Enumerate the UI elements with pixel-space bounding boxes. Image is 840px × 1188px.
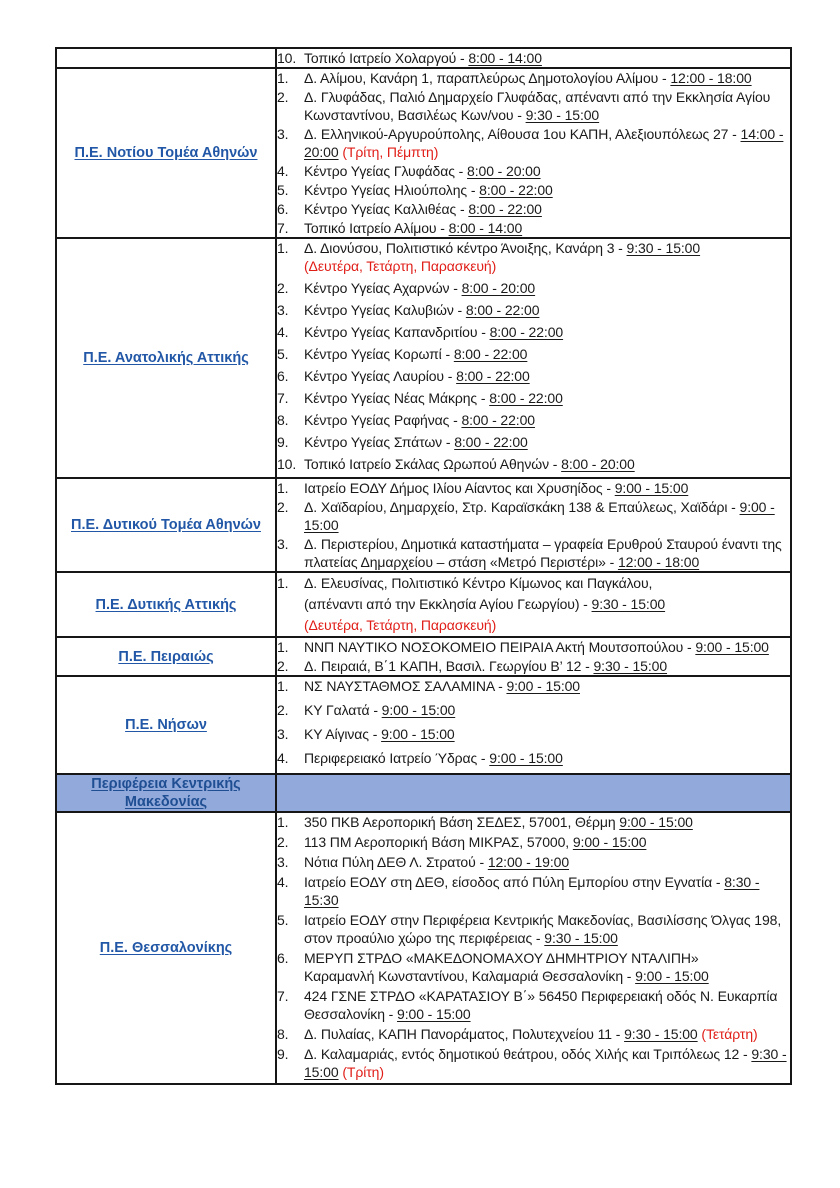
item-number: 7. [277, 988, 289, 1004]
region-label: Π.Ε. Νήσων [125, 717, 207, 733]
location-text: 350 ΠΚΒ Αεροπορική Βάση ΣΕΔΕΣ, 57001, Θέρμη [304, 814, 620, 830]
table-row [56, 68, 791, 238]
time-range: 9:30 - 15:00 [593, 658, 668, 674]
item-number: 3. [277, 726, 289, 742]
time-range: 9:00 - 15:00 [304, 499, 775, 533]
list-item [277, 125, 790, 161]
list-item [277, 88, 790, 124]
list-item [277, 1045, 790, 1081]
location-text: Τοπικό Ιατρείο Χολαργού - [304, 50, 469, 66]
time-range: 8:00 - 22:00 [468, 201, 542, 217]
list-item [277, 749, 790, 767]
location-text: Κέντρο Υγείας Καλυβιών - [304, 302, 466, 318]
region-header-row [56, 774, 791, 812]
locations-cell [276, 48, 791, 68]
item-text [304, 987, 790, 1023]
item-text [304, 200, 790, 218]
item-number: 3. [277, 854, 289, 870]
time-range: 8:00 - 20:00 [561, 456, 635, 472]
time-range: 8:00 - 22:00 [489, 390, 563, 406]
time-range: 9:00 - 15:00 [506, 678, 580, 694]
item-number: 2. [277, 499, 289, 515]
item-number: 1. [277, 814, 289, 830]
item-text [304, 813, 790, 831]
item-number: 4. [277, 163, 289, 179]
item-text [304, 239, 790, 275]
item-text [304, 725, 790, 743]
list-item [277, 181, 790, 199]
item-text [304, 162, 790, 180]
item-number: 4. [277, 874, 289, 890]
location-text: ΝΝΠ ΝΑΥΤΙΚΟ ΝΟΣΟΚΟΜΕΙΟ ΠΕΙΡΑΙΑ Ακτή Μουτσοπούλου - [304, 639, 696, 655]
item-text [304, 1045, 790, 1081]
time-range: 9:00 - 15:00 [614, 480, 689, 496]
item-number: 2. [277, 658, 289, 674]
item-text [304, 479, 790, 497]
list-item [277, 949, 790, 985]
time-range: 9:30 - 15:00 [304, 1046, 787, 1080]
region-cell [56, 812, 276, 1084]
time-range: 9:00 - 15:00 [695, 639, 769, 655]
time-range: 9:00 - 15:00 [381, 726, 455, 742]
item-text [304, 279, 790, 297]
item-text [304, 873, 790, 909]
location-text: Κέντρο Υγείας Γλυφάδας - [304, 163, 468, 179]
list-item [277, 677, 790, 695]
region-cell [56, 238, 276, 478]
time-range: 12:00 - 18:00 [670, 70, 752, 86]
list-item [277, 345, 790, 363]
time-range: 9:00 - 15:00 [381, 702, 456, 718]
item-number: 9. [277, 1046, 289, 1062]
time-range: 9:30 - 15:00 [626, 240, 701, 256]
item-number: 3. [277, 536, 289, 552]
day-note: (Τρίτη) [342, 1064, 384, 1080]
list-item [277, 535, 790, 571]
item-number: 8. [277, 412, 289, 428]
list-item [277, 200, 790, 218]
location-text: Κέντρο Υγείας Λαυρίου - [304, 368, 457, 384]
region-cell [56, 68, 276, 238]
item-number: 1. [277, 480, 289, 496]
location-text: 113 ΠΜ Αεροπορική Βάση ΜΙΚΡΑΣ, 57000, [304, 834, 573, 850]
list-item [277, 69, 790, 87]
time-range: 12:00 - 19:00 [487, 854, 570, 870]
location-text: Κέντρο Υγείας Ραφήνας - [304, 412, 462, 428]
item-text [304, 219, 790, 237]
list-item [277, 1025, 790, 1043]
locations-cell [276, 812, 791, 1084]
time-range: 9:00 - 15:00 [619, 814, 693, 830]
location-text: Νότια Πύλη ΔΕΘ Λ. Στρατού - [304, 854, 488, 870]
list-item [277, 987, 790, 1023]
list-item [277, 479, 790, 497]
time-range: 8:00 - 22:00 [465, 302, 540, 318]
item-number: 2. [277, 280, 289, 296]
schedule-table [55, 47, 792, 1085]
item-number: 10. [277, 456, 297, 472]
time-range: 9:30 - 15:00 [624, 1026, 698, 1042]
time-range: 12:00 - 18:00 [617, 554, 700, 570]
item-number: 2. [277, 702, 289, 718]
item-number: 1. [277, 240, 289, 256]
item-number: 1. [277, 70, 289, 86]
region-cell [56, 478, 276, 572]
location-text: ΚΥ Γαλατά - [304, 702, 382, 718]
day-note: (Δευτέρα, Τετάρτη, Παρασκευή) [304, 617, 497, 633]
locations-cell [276, 637, 791, 676]
location-text: Κέντρο Υγείας Νέας Μάκρης - [304, 390, 490, 406]
locations-cell [276, 68, 791, 238]
day-note: (Δευτέρα, Τετάρτη, Παρασκευή) [304, 258, 497, 274]
time-range: 9:00 - 15:00 [635, 968, 709, 984]
location-text: Κέντρο Υγείας Αχαρνών - [304, 280, 462, 296]
item-text [304, 749, 790, 767]
region-label: Π.Ε. Νοτίου Τομέα Αθηνών [74, 145, 258, 161]
region-label: Π.Ε. Ανατολικής Αττικής [83, 350, 249, 366]
locations-cell [276, 478, 791, 572]
time-range: 8:00 - 22:00 [454, 434, 528, 450]
location-text: Ιατρείο ΕΟΔΥ στη ΔΕΘ, είσοδος από Πύλη Εμπορίου στην Εγνατία - [304, 874, 725, 890]
item-text [304, 49, 790, 67]
list-item [277, 701, 790, 719]
list-item [277, 367, 790, 385]
time-range: 8:00 - 22:00 [461, 412, 535, 428]
locations-cell [276, 572, 791, 637]
item-text [304, 701, 790, 719]
item-number: 1. [277, 678, 289, 694]
item-text [304, 367, 790, 385]
location-text: (απέναντι από την Εκκλησία Αγίου Γεωργίου) - [304, 596, 592, 612]
table-row [56, 572, 791, 637]
item-text [304, 389, 790, 407]
item-text [304, 657, 790, 675]
table-row [56, 48, 791, 68]
time-range: 8:00 - 14:00 [448, 220, 523, 236]
item-text [304, 677, 790, 695]
item-text [304, 911, 790, 947]
list-item [277, 573, 790, 636]
item-text [304, 535, 790, 571]
item-text [304, 1025, 790, 1043]
location-text: ΚΥ Αίγινας - [304, 726, 382, 742]
item-number: 7. [277, 390, 289, 406]
item-text [304, 638, 790, 656]
location-text: Ιατρείο ΕΟΔΥ Δήμος Ιλίου Αίαντος και Χρυσηίδος - [304, 480, 615, 496]
item-text [304, 411, 790, 429]
item-text [304, 433, 790, 451]
region-cell [56, 572, 276, 637]
region-label: Π.Ε. Δυτικής Αττικής [95, 596, 237, 613]
location-text: Περιφερειακό Ιατρείο Ύδρας - [304, 750, 490, 766]
list-item [277, 873, 790, 909]
location-text: 424 ΓΣΝΕ ΣΤΡΔΟ «ΚΑΡΑΤΑΣΙΟΥ Β΄» 56450 Περιφερειακή οδός Ν. Ευκαρπία Θεσσαλονίκη - [304, 988, 778, 1022]
list-item [277, 323, 790, 341]
item-number: 5. [277, 346, 289, 362]
location-text: ΝΣ ΝΑΥΣΤΑΘΜΟΣ ΣΑΛΑΜΙΝΑ - [304, 678, 507, 694]
item-number: 2. [277, 89, 289, 105]
list-item [277, 239, 790, 275]
item-number: 1. [277, 575, 289, 591]
time-range: 9:00 - 15:00 [489, 750, 563, 766]
region-cell [56, 676, 276, 774]
locations-cell [276, 774, 791, 812]
item-number: 5. [277, 182, 289, 198]
item-text [304, 345, 790, 363]
time-range: 8:00 - 20:00 [461, 280, 536, 296]
item-number: 4. [277, 750, 289, 766]
time-range: 14:00 - 20:00 [304, 126, 784, 160]
schedule-table-body [56, 48, 791, 1084]
list-item [277, 301, 790, 319]
item-text [304, 301, 790, 319]
list-item [277, 162, 790, 180]
item-text [304, 125, 790, 161]
time-range: 9:30 - 15:00 [591, 596, 666, 612]
table-row [56, 637, 791, 676]
list-item [277, 389, 790, 407]
list-item [277, 498, 790, 534]
table-row [56, 812, 791, 1084]
item-number: 1. [277, 639, 289, 655]
time-range: 8:00 - 14:00 [468, 50, 542, 66]
location-text: Δ. Περιστερίου, Δημοτικά καταστήματα – γραφεία Ερυθρού Σταυρού έναντι της πλατείας Δημαρχείου – στάση «Μετρό Περιστέρι» - [304, 536, 782, 570]
table-row [56, 238, 791, 478]
item-text [304, 455, 790, 473]
item-text [304, 573, 790, 636]
list-item [277, 657, 790, 675]
item-number: 10. [277, 50, 297, 66]
location-text: Δ. Ελευσίνας, Πολιτιστικό Κέντρο Κίμωνος και Παγκάλου, [304, 575, 653, 591]
item-number: 6. [277, 368, 289, 384]
location-text: Τοπικό Ιατρείο Αλίμου - [304, 220, 449, 236]
item-number: 6. [277, 950, 289, 966]
item-text [304, 181, 790, 199]
time-range: 9:30 - 15:00 [544, 930, 618, 946]
item-number: 3. [277, 302, 289, 318]
region-cell [56, 48, 276, 68]
location-text: Δ. Γλυφάδας, Παλιό Δημαρχείο Γλυφάδας, απέναντι από την Εκκλησία Αγίου Κωνσταντίνου, Βασιλέως Κων/νου - [304, 89, 771, 123]
location-text: Δ. Πειραιά, Β΄1 ΚΑΠΗ, Βασιλ. Γεωργίου Β’ 12 - [304, 658, 594, 674]
location-text: Κέντρο Υγείας Καπανδριτίου - [304, 324, 490, 340]
location-text: Κέντρο Υγείας Καλλιθέας - [304, 201, 469, 217]
time-range: 8:00 - 22:00 [453, 346, 528, 362]
list-item [277, 833, 790, 851]
location-text: Κέντρο Υγείας Ηλιούπολης - [304, 182, 480, 198]
time-range: 9:00 - 15:00 [397, 1006, 471, 1022]
item-text [304, 853, 790, 871]
item-number: 9. [277, 434, 289, 450]
location-text: ΜΕΡΥΠ ΣΤΡΔΟ «ΜΑΚΕΔΟΝΟΜΑΧΟΥ ΔΗΜΗΤΡΙΟΥ ΝΤΑΛΙΠΗ» [304, 950, 699, 966]
item-text [304, 323, 790, 341]
region-label: Περιφέρεια Κεντρικής Μακεδονίας [91, 776, 241, 810]
day-note: (Τετάρτη) [701, 1026, 758, 1042]
time-range: 8:00 - 22:00 [489, 324, 564, 340]
table-row [56, 478, 791, 572]
item-number: 3. [277, 126, 289, 142]
location-text: Δ. Πυλαίας, ΚΑΠΗ Πανοράματος, Πολυτεχνείου 11 - [304, 1026, 625, 1042]
list-item [277, 433, 790, 451]
list-item [277, 813, 790, 831]
list-item [277, 49, 790, 67]
time-range: 8:00 - 22:00 [456, 368, 530, 384]
location-text: Δ. Ελληνικού-Αργυρούπολης, Αίθουσα 1ου ΚΑΠΗ, Αλεξιουπόλεως 27 - [304, 126, 741, 142]
item-text [304, 498, 790, 534]
location-text: Δ. Χαϊδαρίου, Δημαρχείο, Στρ. Καραϊσκάκη 138 & Επαύλεως, Χαϊδάρι - [304, 499, 740, 515]
list-item [277, 219, 790, 237]
locations-cell [276, 238, 791, 478]
item-number: 2. [277, 834, 289, 850]
time-range: 8:00 - 22:00 [479, 182, 553, 198]
item-text [304, 833, 790, 851]
item-number: 4. [277, 324, 289, 340]
location-text: Δ. Διονύσου, Πολιτιστικό κέντρο Άνοιξης, Κανάρη 3 - [304, 240, 627, 256]
location-text: Κέντρο Υγείας Σπάτων - [304, 434, 455, 450]
item-text [304, 88, 790, 124]
list-item [277, 725, 790, 743]
time-range: 8:00 - 20:00 [467, 163, 541, 179]
day-note: (Τρίτη, Πέμπτη) [342, 144, 439, 160]
item-number: 5. [277, 912, 289, 928]
item-text [304, 69, 790, 87]
location-text: Δ. Καλαμαριάς, εντός δημοτικού θεάτρου, οδός Χιλής και Τριπόλεως 12 - [304, 1046, 752, 1062]
location-text: Καραμανλή Κωνσταντίνου, Καλαμαριά Θεσσαλονίκη - [304, 968, 636, 984]
item-number: 6. [277, 201, 289, 217]
list-item [277, 638, 790, 656]
location-text: Δ. Αλίμου, Κανάρη 1, παραπλεύρως Δημοτολογίου Αλίμου - [304, 70, 671, 86]
list-item [277, 455, 790, 473]
region-label: Π.Ε. Δυτικού Τομέα Αθηνών [71, 517, 261, 533]
region-cell [56, 637, 276, 676]
list-item [277, 411, 790, 429]
list-item [277, 279, 790, 297]
item-number: 8. [277, 1026, 289, 1042]
location-text: Κέντρο Υγείας Κορωπί - [304, 346, 454, 362]
region-cell [56, 774, 276, 812]
time-range: 8:30 - 15:30 [304, 874, 760, 908]
list-item [277, 853, 790, 871]
time-range: 9:00 - 15:00 [572, 834, 647, 850]
locations-cell [276, 676, 791, 774]
location-text: Τοπικό Ιατρείο Σκάλας Ωρωπού Αθηνών - [304, 456, 562, 472]
item-number: 7. [277, 220, 289, 236]
region-label: Π.Ε. Πειραιώς [118, 648, 214, 665]
region-label: Π.Ε. Θεσσαλονίκης [99, 940, 233, 956]
time-range: 9:30 - 15:00 [525, 107, 600, 123]
item-text [304, 949, 790, 985]
list-item [277, 911, 790, 947]
location-text: Ιατρείο ΕΟΔΥ στην Περιφέρεια Κεντρικής Μακεδονίας, Βασιλίσσης Όλγας 198, στον προαύλιο χώρο της περιφέρειας - [304, 912, 782, 946]
table-row [56, 676, 791, 774]
